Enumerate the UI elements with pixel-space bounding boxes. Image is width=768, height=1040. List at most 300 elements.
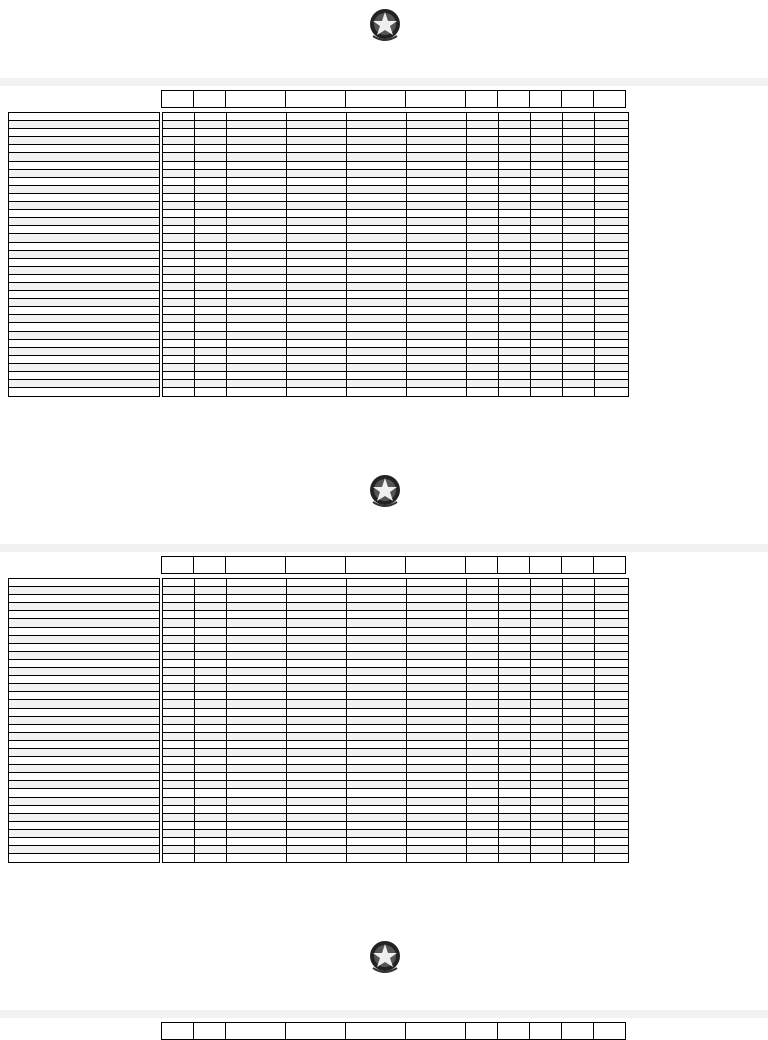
table-cell: [595, 137, 627, 144]
row-label-cell: [9, 315, 159, 323]
header-cell: [405, 1022, 466, 1040]
table-cell: [595, 186, 627, 193]
table-cell: [563, 113, 595, 120]
table-cell: [287, 725, 347, 732]
table-cell: [531, 121, 563, 128]
header-cell: [561, 90, 594, 108]
table-cell: [467, 364, 499, 371]
table-cell: [287, 846, 347, 853]
table-cell: [467, 121, 499, 128]
table-cell: [499, 846, 531, 853]
table-cell: [531, 700, 563, 707]
table-cell: [531, 587, 563, 594]
table-cell: [347, 348, 407, 355]
table-cell: [499, 299, 531, 306]
table-cell: [531, 202, 563, 209]
table-cell: [563, 259, 595, 266]
table-cell: [595, 113, 627, 120]
table-cell: [563, 153, 595, 160]
row-label-cell: [9, 700, 159, 708]
table-cell: [287, 251, 347, 258]
table-cell: [227, 259, 287, 266]
table-cell: [287, 717, 347, 724]
table-row: [163, 267, 628, 275]
table-cell: [227, 153, 287, 160]
row-label-cell: [9, 170, 159, 178]
table-cell: [407, 291, 467, 298]
table-cell: [347, 814, 407, 821]
table-cell: [195, 380, 227, 387]
table-cell: [531, 251, 563, 258]
table-cell: [563, 717, 595, 724]
table-cell: [407, 129, 467, 136]
table-row: [163, 595, 628, 603]
table-row: [163, 162, 628, 170]
table-cell: [195, 243, 227, 250]
table-cell: [531, 243, 563, 250]
coat-of-arms-icon: [367, 6, 403, 44]
table-cell: [595, 307, 627, 314]
table-cell: [563, 129, 595, 136]
table-cell: [287, 611, 347, 618]
table-cell: [347, 709, 407, 716]
table-cell: [595, 846, 627, 853]
table-row: [163, 129, 628, 137]
table-cell: [227, 765, 287, 772]
table-cell: [531, 822, 563, 829]
row-label-cell: [9, 652, 159, 660]
row-label-cell: [9, 129, 159, 137]
table-cell: [407, 652, 467, 659]
table-cell: [227, 725, 287, 732]
table-cell: [531, 234, 563, 241]
table-cell: [227, 194, 287, 201]
table-cell: [407, 700, 467, 707]
table-cell: [163, 676, 195, 683]
table-cell: [227, 798, 287, 805]
table-cell: [347, 356, 407, 363]
table-cell: [227, 636, 287, 643]
table-cell: [287, 121, 347, 128]
table-cell: [407, 267, 467, 274]
row-label-cell: [9, 340, 159, 348]
table-row: [163, 307, 628, 315]
table-cell: [227, 202, 287, 209]
table-cell: [163, 595, 195, 602]
table-cell: [195, 388, 227, 396]
table-cell: [499, 348, 531, 355]
table-cell: [499, 619, 531, 626]
table-cell: [531, 846, 563, 853]
row-label-cell: [9, 628, 159, 636]
table-cell: [531, 838, 563, 845]
table-row: [163, 741, 628, 749]
table-cell: [407, 145, 467, 152]
table-row: [163, 781, 628, 789]
table-cell: [531, 291, 563, 298]
table-cell: [227, 619, 287, 626]
table-cell: [407, 676, 467, 683]
table-cell: [195, 846, 227, 853]
table-cell: [347, 121, 407, 128]
table-cell: [195, 323, 227, 330]
table-cell: [467, 137, 499, 144]
table-cell: [407, 773, 467, 780]
table-cell: [407, 628, 467, 635]
table-row: [163, 315, 628, 323]
table-cell: [407, 186, 467, 193]
table-cell: [407, 806, 467, 813]
table-cell: [163, 291, 195, 298]
table-cell: [227, 709, 287, 716]
table-row: [163, 388, 628, 396]
table-cell: [499, 725, 531, 732]
row-label-cell: [9, 741, 159, 749]
table-cell: [407, 364, 467, 371]
row-label-cell: [9, 186, 159, 194]
table-cell: [163, 332, 195, 339]
table-cell: [163, 323, 195, 330]
row-label-cell: [9, 332, 159, 340]
table-cell: [227, 380, 287, 387]
table-cell: [531, 660, 563, 667]
table-cell: [531, 749, 563, 756]
header-cell: [561, 556, 594, 574]
row-label-cell: [9, 595, 159, 603]
table-cell: [163, 757, 195, 764]
table-cell: [467, 798, 499, 805]
table-cell: [595, 595, 627, 602]
row-label-cell: [9, 789, 159, 797]
table-cell: [163, 186, 195, 193]
table-cell: [467, 822, 499, 829]
table-cell: [163, 773, 195, 780]
table-cell: [467, 145, 499, 152]
table-cell: [227, 283, 287, 290]
table-row: [163, 194, 628, 202]
table-cell: [195, 210, 227, 217]
table-cell: [407, 579, 467, 586]
table-row: [163, 259, 628, 267]
table-cell: [407, 684, 467, 691]
table-cell: [467, 210, 499, 217]
table-cell: [407, 283, 467, 290]
table-cell: [499, 595, 531, 602]
table-cell: [287, 283, 347, 290]
table-cell: [531, 356, 563, 363]
table-cell: [595, 644, 627, 651]
table-cell: [227, 348, 287, 355]
table-row: [163, 749, 628, 757]
table-cell: [499, 854, 531, 862]
table-cell: [227, 299, 287, 306]
table-cell: [407, 388, 467, 396]
table-cell: [499, 636, 531, 643]
table-cell: [163, 636, 195, 643]
table-cell: [287, 364, 347, 371]
table-cell: [595, 822, 627, 829]
table-cell: [163, 709, 195, 716]
table-cell: [347, 700, 407, 707]
table-cell: [347, 773, 407, 780]
table-cell: [563, 611, 595, 618]
table-cell: [531, 226, 563, 233]
table-cell: [287, 595, 347, 602]
table-cell: [531, 684, 563, 691]
header-cell: [225, 1022, 286, 1040]
table-cell: [163, 356, 195, 363]
table-cell: [563, 137, 595, 144]
table-cell: [595, 806, 627, 813]
table-cell: [499, 226, 531, 233]
table-cell: [407, 226, 467, 233]
table-cell: [531, 129, 563, 136]
table-cell: [499, 781, 531, 788]
table-row: [163, 733, 628, 741]
table-cell: [531, 709, 563, 716]
header-cell: [405, 90, 466, 108]
row-label-cell: [9, 806, 159, 814]
table-cell: [467, 259, 499, 266]
table-cell: [467, 684, 499, 691]
table-cell: [499, 611, 531, 618]
table-cell: [227, 773, 287, 780]
table-cell: [195, 121, 227, 128]
table-cell: [227, 356, 287, 363]
table-cell: [347, 587, 407, 594]
table-row: [163, 611, 628, 619]
table-cell: [595, 757, 627, 764]
table-cell: [227, 741, 287, 748]
table-cell: [163, 854, 195, 862]
table-cell: [499, 364, 531, 371]
table-cell: [595, 717, 627, 724]
table-cell: [163, 178, 195, 185]
table-cell: [287, 830, 347, 837]
table-cell: [595, 243, 627, 250]
table-cell: [287, 709, 347, 716]
table-row: [163, 798, 628, 806]
table-cell: [227, 210, 287, 217]
table-cell: [595, 348, 627, 355]
table-cell: [195, 372, 227, 379]
table-cell: [347, 113, 407, 120]
table-cell: [287, 170, 347, 177]
table-cell: [227, 749, 287, 756]
table-cell: [595, 741, 627, 748]
table-cell: [347, 259, 407, 266]
table-cell: [563, 741, 595, 748]
table-cell: [163, 259, 195, 266]
table-cell: [347, 854, 407, 862]
table-cell: [499, 372, 531, 379]
table-cell: [531, 178, 563, 185]
table-cell: [467, 644, 499, 651]
table-cell: [563, 757, 595, 764]
table-cell: [563, 814, 595, 821]
header-cell: [465, 90, 498, 108]
table-cell: [195, 830, 227, 837]
row-label-cell: [9, 636, 159, 644]
table-row: [163, 709, 628, 717]
table-cell: [467, 315, 499, 322]
table-cell: [163, 218, 195, 225]
table-row: [163, 218, 628, 226]
table-cell: [287, 628, 347, 635]
table-cell: [467, 388, 499, 396]
table-cell: [531, 717, 563, 724]
table-cell: [407, 307, 467, 314]
table-cell: [499, 652, 531, 659]
table-cell: [163, 798, 195, 805]
table-cell: [227, 323, 287, 330]
table-cell: [287, 275, 347, 282]
table-cell: [563, 210, 595, 217]
table-cell: [531, 113, 563, 120]
table-cell: [563, 838, 595, 845]
table-cell: [287, 162, 347, 169]
table-cell: [163, 789, 195, 796]
table-cell: [563, 218, 595, 225]
table-cell: [163, 668, 195, 675]
header-cell: [593, 1022, 626, 1040]
table-cell: [163, 372, 195, 379]
table-cell: [499, 137, 531, 144]
table-cell: [467, 234, 499, 241]
table-cell: [499, 129, 531, 136]
table-cell: [563, 267, 595, 274]
table-cell: [531, 652, 563, 659]
table-cell: [347, 798, 407, 805]
table-cell: [163, 113, 195, 120]
table-cell: [467, 380, 499, 387]
table-cell: [195, 226, 227, 233]
table-cell: [195, 113, 227, 120]
table-cell: [531, 259, 563, 266]
table-cell: [467, 846, 499, 853]
table-cell: [407, 636, 467, 643]
table-cell: [163, 830, 195, 837]
table-cell: [563, 798, 595, 805]
table-cell: [563, 830, 595, 837]
table-row: [163, 806, 628, 814]
table-cell: [499, 186, 531, 193]
table-cell: [347, 202, 407, 209]
table-cell: [595, 725, 627, 732]
table-cell: [499, 332, 531, 339]
table-cell: [287, 210, 347, 217]
table-cell: [407, 251, 467, 258]
table-cell: [563, 251, 595, 258]
row-label-cell: [9, 798, 159, 806]
table-cell: [531, 275, 563, 282]
table-cell: [499, 822, 531, 829]
table-row: [163, 121, 628, 129]
table-cell: [499, 579, 531, 586]
table-cell: [287, 153, 347, 160]
table-row: [163, 348, 628, 356]
table-cell: [499, 202, 531, 209]
table-cell: [595, 652, 627, 659]
table-cell: [531, 170, 563, 177]
header-cell: [345, 556, 406, 574]
table-cell: [407, 611, 467, 618]
table-cell: [531, 741, 563, 748]
table-cell: [347, 846, 407, 853]
table-cell: [531, 611, 563, 618]
table-cell: [163, 234, 195, 241]
table-cell: [595, 700, 627, 707]
table-cell: [467, 323, 499, 330]
table-cell: [195, 234, 227, 241]
table-cell: [499, 291, 531, 298]
table-cell: [467, 660, 499, 667]
table-cell: [531, 798, 563, 805]
table-cell: [347, 234, 407, 241]
table-cell: [227, 846, 287, 853]
table-cell: [407, 299, 467, 306]
table-cell: [531, 267, 563, 274]
table-cell: [499, 323, 531, 330]
table-cell: [163, 725, 195, 732]
table-row: [163, 789, 628, 797]
table-cell: [467, 636, 499, 643]
table-cell: [531, 145, 563, 152]
table-cell: [163, 162, 195, 169]
header-cell: [497, 90, 530, 108]
table-cell: [347, 765, 407, 772]
table-cell: [595, 178, 627, 185]
table-cell: [563, 202, 595, 209]
table-cell: [407, 749, 467, 756]
table-cell: [563, 332, 595, 339]
row-label-cell: [9, 137, 159, 145]
table-cell: [467, 717, 499, 724]
table-cell: [347, 838, 407, 845]
data-table: [162, 112, 629, 397]
table-cell: [595, 611, 627, 618]
table-cell: [163, 611, 195, 618]
table-cell: [163, 202, 195, 209]
table-cell: [195, 348, 227, 355]
table-cell: [531, 210, 563, 217]
table-cell: [563, 579, 595, 586]
row-label-cell: [9, 830, 159, 838]
table-cell: [531, 579, 563, 586]
table-cell: [227, 789, 287, 796]
table-cell: [499, 267, 531, 274]
table-cell: [287, 307, 347, 314]
table-cell: [195, 299, 227, 306]
row-label-cell: [9, 178, 159, 186]
table-cell: [563, 275, 595, 282]
table-cell: [195, 283, 227, 290]
table-cell: [467, 749, 499, 756]
table-row: [163, 356, 628, 364]
table-cell: [499, 757, 531, 764]
table-cell: [595, 773, 627, 780]
table-cell: [563, 307, 595, 314]
table-cell: [287, 757, 347, 764]
table-cell: [595, 765, 627, 772]
table-cell: [595, 234, 627, 241]
table-cell: [347, 178, 407, 185]
table-cell: [227, 275, 287, 282]
table-cell: [531, 619, 563, 626]
table-cell: [531, 186, 563, 193]
table-cell: [563, 595, 595, 602]
table-cell: [227, 814, 287, 821]
